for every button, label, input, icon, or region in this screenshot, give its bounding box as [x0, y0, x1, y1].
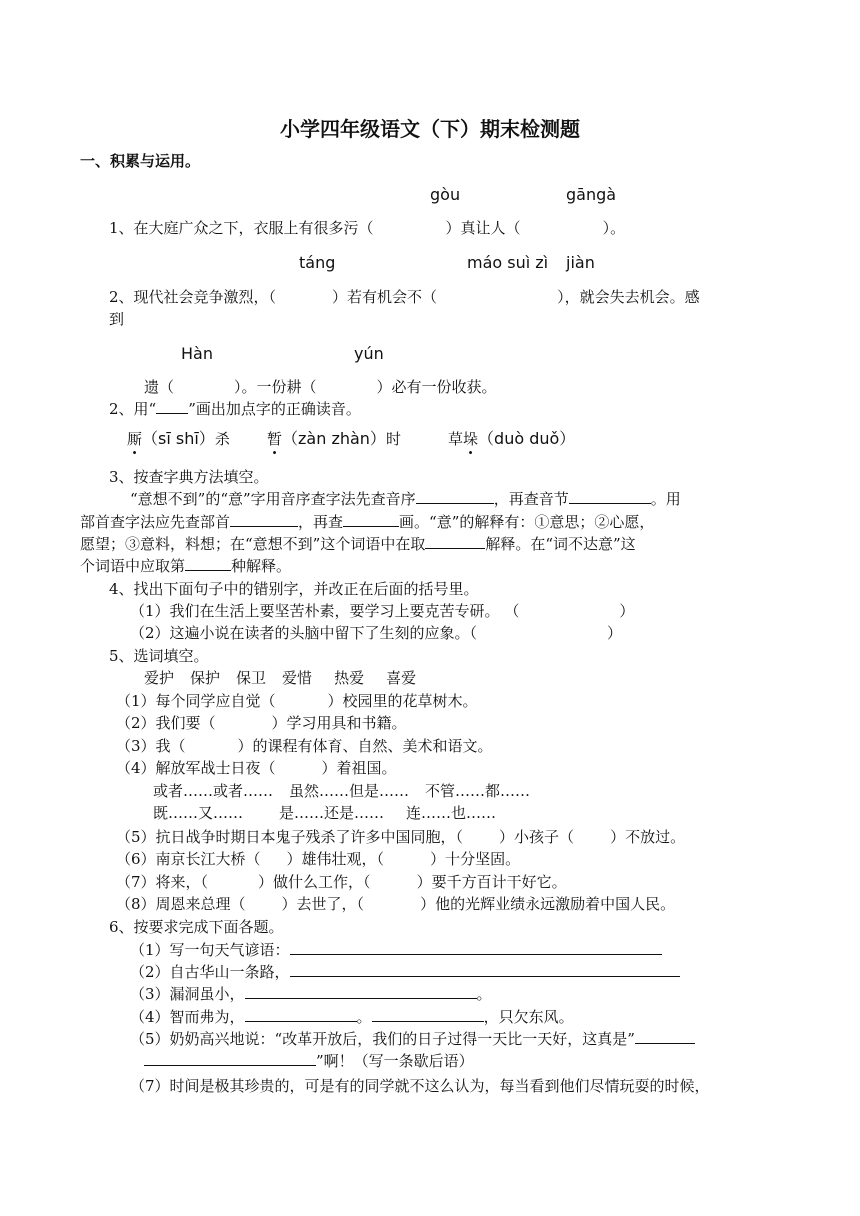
pinyin-ganga: gāngà	[566, 185, 617, 204]
q2-item-1: 厮（sī shī）杀	[127, 429, 230, 448]
q5-word-bank-3: 既……又…… 是……还是…… 连……也……	[153, 804, 497, 822]
q1-line2-wrap: 到	[109, 310, 125, 328]
q6-item-7: （7）时间是极其珍贵的，可是有的同学就不这么认为，每当看到他们尽情玩耍的时候，	[130, 1077, 710, 1095]
q4-heading: 4、找出下面句子中的错别字，并改正在后面的括号里。	[109, 580, 479, 598]
q6-heading: 6、按要求完成下面各题。	[109, 918, 284, 936]
q6-item-3: （3）漏洞虽小， 。	[130, 985, 492, 1003]
page-title: 小学四年级语文（下）期末检测题	[280, 117, 580, 141]
q2-instruction: 2、用“ ”画出加点字的正确读音。	[109, 400, 361, 418]
q6-item-1: （1）写一句天气谚语：	[130, 939, 662, 961]
q3-line2: 部首查字法应先查部首 ，再查 画。“意”的解释有：①意思；②心愿，	[80, 513, 655, 531]
q5-sentence-5: （5）抗日战争时期日本鬼子残杀了许多中国同胞，（ ）小孩子（ ）不放过。	[116, 828, 686, 846]
q5-sentence-4: （4）解放军战士日夜（ ）着祖国。	[116, 759, 397, 777]
q1-line3: 遗（ ）。一份耕（ ）必有一份收获。	[144, 378, 497, 396]
q2-item-2: 暂（zàn zhàn）时	[267, 429, 401, 448]
q5-word-bank-1: 爱护 保护 保卫 爱惜 热爱 喜爱	[144, 669, 417, 687]
q4-sentence-1: （1）我们在生活上要坚苦朴素，要学习上要克苦专研。 （ ）	[130, 602, 635, 620]
pinyin-han: Hàn	[181, 344, 213, 363]
q2-item-3: 草垛（duò duǒ）	[448, 429, 576, 448]
pinyin-jian: jiàn	[566, 253, 595, 272]
q5-word-bank-2: 或者……或者…… 虽然……但是…… 不管……都……	[153, 782, 531, 800]
pinyin-gou: gòu	[430, 185, 461, 204]
q1-line1: 1、在大庭广众之下，衣服上有很多污（ ）真让人（ ）。	[109, 219, 626, 237]
pinyin-tang: táng	[299, 253, 336, 272]
q5-sentence-8: （8）周恩来总理（ ）去世了，（ ）他的光辉业绩永远激励着中国人民。	[116, 895, 676, 913]
q5-sentence-3: （3）我（ ）的课程有体育、自然、美术和语文。	[116, 737, 493, 755]
pinyin-yun: yún	[354, 344, 384, 363]
q5-sentence-7: （7）将来，（ ）做什么工作，（ ）要千方百计干好它。	[116, 873, 567, 891]
q5-sentence-2: （2）我们要（ ）学习用具和书籍。	[116, 714, 407, 732]
q6-item-4: （4）智而弗为， 。 ，只欠东风。	[130, 1008, 574, 1026]
q5-heading: 5、选词填空。	[109, 647, 209, 665]
q3-heading: 3、按查字典方法填空。	[109, 468, 269, 486]
q5-sentence-6: （6）南京长江大桥（ ）雄伟壮观，（ ）十分坚固。	[116, 850, 521, 868]
q3-line1: “意想不到”的“意”字用音序查字法先查音序 ，再查音节 。用	[130, 490, 681, 508]
q6-item-5-cont: ”啊！（写一条歇后语）	[144, 1050, 474, 1072]
q5-sentence-1: （1）每个同学应自觉（ ）校园里的花草树木。	[116, 692, 478, 710]
q4-sentence-2: （2）这遍小说在读者的头脑中留下了生刻的应象。（ ）	[130, 624, 623, 642]
section-heading: 一、积累与运用。	[80, 152, 201, 170]
q3-line3: 愿望；③意料，料想；在“意想不到”这个词语中在取 解释。在“词不达意”这	[80, 535, 636, 553]
q6-item-2: （2）自古华山一条路，	[130, 961, 680, 983]
pinyin-maosuizi: máo suì zì	[467, 253, 549, 272]
q6-item-5: （5）奶奶高兴地说：“改革开放后，我们的日子过得一天比一天好，这真是”	[130, 1028, 695, 1050]
q3-line4: 个词语中应取第 种解释。	[80, 557, 292, 575]
q1-line2: 2、现代社会竞争激烈，（ ）若有机会不（ ），就会失去机会。感	[109, 288, 700, 306]
